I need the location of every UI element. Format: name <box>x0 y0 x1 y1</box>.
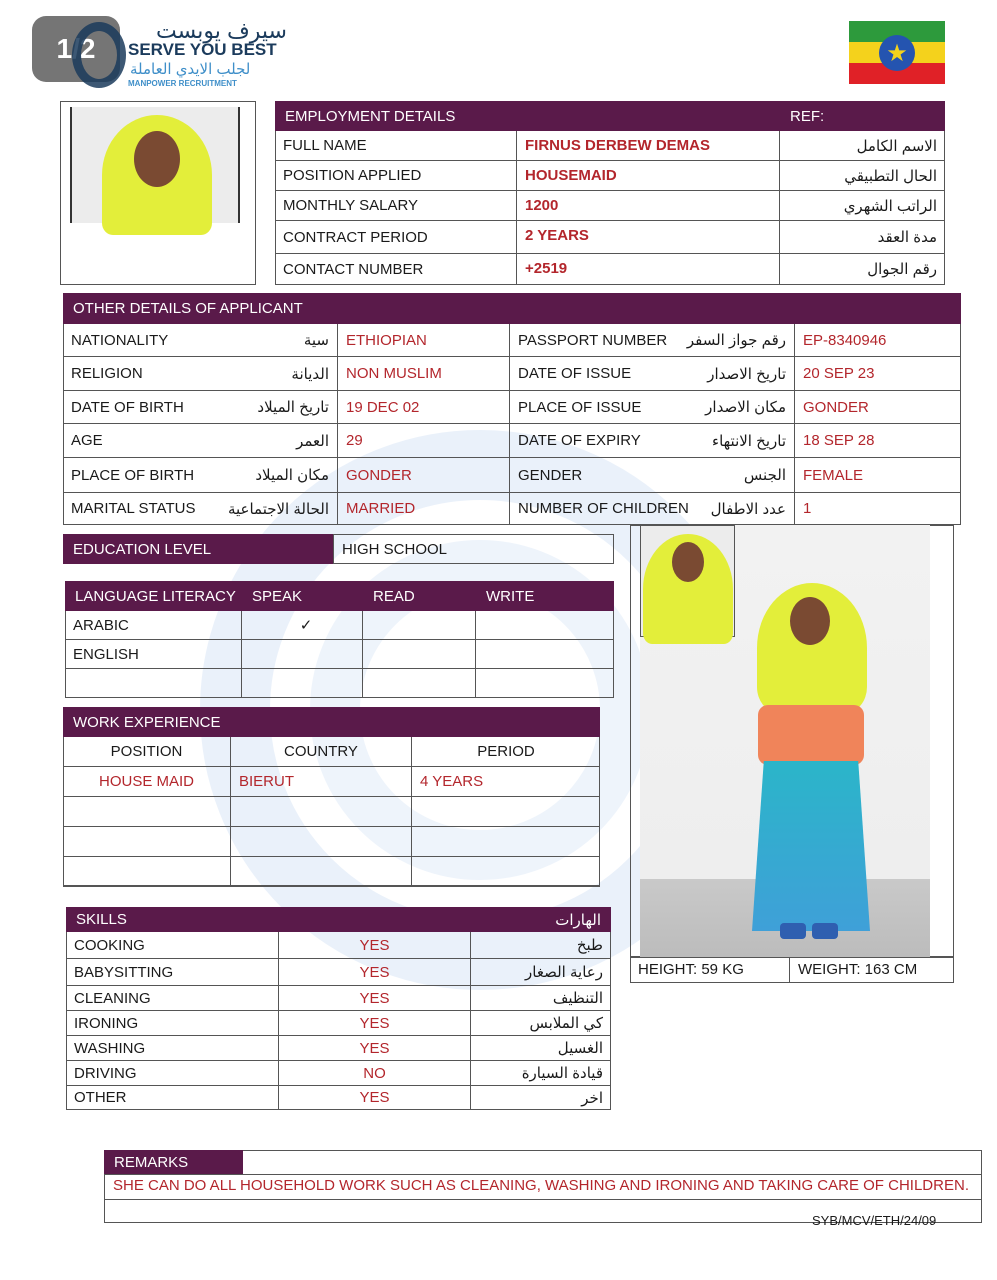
skill-name: CLEANING <box>66 986 279 1011</box>
skill-name: OTHER <box>66 1086 279 1110</box>
skill-name: BABYSITTING <box>66 959 279 986</box>
other-value: 19 DEC 02 <box>338 391 510 424</box>
skill-name-ar: كي الملابس <box>471 1011 611 1036</box>
other-value: 1 <box>795 493 961 525</box>
employment-value: 2 YEARS <box>517 221 780 254</box>
brand-name: SERVE YOU BEST <box>128 40 277 59</box>
other-label: NATIONALITY <box>63 324 243 357</box>
employment-ref: REF: <box>780 101 945 131</box>
other-value: ETHIOPIAN <box>338 324 510 357</box>
work-header: POSITION <box>63 737 231 767</box>
skills-title: SKILLS <box>66 907 368 932</box>
other-label-ar: عدد الاطفال <box>700 493 795 525</box>
work-cell: 4 YEARS <box>412 767 600 797</box>
work-cell <box>231 827 412 857</box>
language-cell: ENGLISH <box>65 640 242 669</box>
education-label: EDUCATION LEVEL <box>63 534 333 564</box>
skill-value: YES <box>279 1011 471 1036</box>
other-label-ar: تاريخ الاصدار <box>700 357 795 391</box>
weight-value: WEIGHT: 163 CM <box>790 957 954 983</box>
skill-value: YES <box>279 932 471 959</box>
other-details-title-right <box>510 293 961 324</box>
page-counter-text: 1/2 <box>56 33 96 64</box>
other-value: 29 <box>338 424 510 458</box>
other-label: RELIGION <box>63 357 243 391</box>
skill-value: YES <box>279 959 471 986</box>
other-label-ar: سية <box>230 324 338 357</box>
other-label-ar: رقم جواز السفر <box>700 324 795 357</box>
language-cell <box>476 640 614 669</box>
work-cell <box>412 827 600 857</box>
employment-value: HOUSEMAID <box>517 161 780 191</box>
other-value: GONDER <box>338 458 510 493</box>
language-cell <box>65 669 242 698</box>
other-label-ar: مكان الاصدار <box>700 391 795 424</box>
employment-value: FIRNUS DERBEW DEMAS <box>517 131 780 161</box>
language-cell <box>476 669 614 698</box>
other-label: PLACE OF BIRTH <box>63 458 243 493</box>
work-header: COUNTRY <box>231 737 412 767</box>
skills-title-ar: الهارات <box>368 907 611 932</box>
skill-name-ar: طبخ <box>471 932 611 959</box>
skill-name: DRIVING <box>66 1061 279 1086</box>
employment-label-ar: الحال التطبيقي <box>780 161 945 191</box>
other-value: 18 SEP 28 <box>795 424 961 458</box>
other-label-ar: العمر <box>230 424 338 458</box>
other-label: PLACE OF ISSUE <box>510 391 700 424</box>
footer-code: SYB/MCV/ETH/24/09 <box>812 1213 937 1228</box>
other-label: AGE <box>63 424 243 458</box>
brand-logo-icon <box>72 22 126 88</box>
portrait-photo <box>70 107 240 223</box>
language-cell <box>476 611 614 640</box>
other-value: 20 SEP 23 <box>795 357 961 391</box>
other-label: GENDER <box>510 458 700 493</box>
education-value: HIGH SCHOOL <box>342 540 448 558</box>
other-label-ar: الجنس <box>700 458 795 493</box>
skill-name: WASHING <box>66 1036 279 1061</box>
remarks-line-2 <box>104 1199 982 1200</box>
skill-name: IRONING <box>66 1011 279 1036</box>
other-details-title: OTHER DETAILS OF APPLICANT <box>63 293 510 324</box>
skill-value: YES <box>279 986 471 1011</box>
work-experience-title: WORK EXPERIENCE <box>63 707 600 737</box>
language-header: LANGUAGE LITERACY <box>65 581 242 611</box>
other-value: NON MUSLIM <box>338 357 510 391</box>
skill-name: COOKING <box>66 932 279 959</box>
other-label-ar: الديانة <box>230 357 338 391</box>
work-cell: BIERUT <box>231 767 412 797</box>
language-header: SPEAK <box>242 581 363 611</box>
employment-value: 1200 <box>517 191 780 221</box>
other-value: EP-8340946 <box>795 324 961 357</box>
height-value: HEIGHT: 59 KG <box>630 957 790 983</box>
language-header: WRITE <box>476 581 614 611</box>
other-label: PASSPORT NUMBER <box>510 324 700 357</box>
remarks-line <box>104 1174 982 1175</box>
employment-title: EMPLOYMENT DETAILS <box>275 101 780 131</box>
remarks-title: REMARKS <box>104 1150 243 1174</box>
work-cell: HOUSE MAID <box>63 767 231 797</box>
language-cell <box>363 640 476 669</box>
employment-label: POSITION APPLIED <box>275 161 517 191</box>
language-cell <box>242 669 363 698</box>
skill-name-ar: رعاية الصغار <box>471 959 611 986</box>
employment-label-ar: مدة العقد <box>780 221 945 254</box>
other-label-ar: مكان الميلاد <box>230 458 338 493</box>
language-header: READ <box>363 581 476 611</box>
brand-tagline-ar: لجلب الايدي العاملة <box>130 61 251 78</box>
employment-label: MONTHLY SALARY <box>275 191 517 221</box>
brand-arabic: سيرف يوبست <box>156 18 287 43</box>
employment-label: CONTRACT PERIOD <box>275 221 517 254</box>
remarks-text: SHE CAN DO ALL HOUSEHOLD WORK SUCH AS CLEANING, WASHING AND IRONING AND TAKING CARE OF CHILDREN. <box>113 1177 969 1194</box>
other-label-ar: تاريخ الميلاد <box>230 391 338 424</box>
skill-name-ar: اخر <box>471 1086 611 1110</box>
skill-name-ar: قيادة السيارة <box>471 1061 611 1086</box>
skill-value: YES <box>279 1086 471 1110</box>
other-label: DATE OF ISSUE <box>510 357 700 391</box>
skill-name-ar: التنظيف <box>471 986 611 1011</box>
other-value: FEMALE <box>795 458 961 493</box>
other-label: DATE OF BIRTH <box>63 391 243 424</box>
language-cell: ARABIC <box>65 611 242 640</box>
other-label-ar: تاريخ الانتهاء <box>700 424 795 458</box>
work-cell <box>63 857 231 887</box>
employment-label: FULL NAME <box>275 131 517 161</box>
work-cell <box>231 797 412 827</box>
other-value: MARRIED <box>338 493 510 525</box>
employment-label-ar: رقم الجوال <box>780 254 945 285</box>
education-value-box <box>333 534 614 564</box>
employment-value: +2519 <box>517 254 780 285</box>
other-label: DATE OF EXPIRY <box>510 424 700 458</box>
skill-value: NO <box>279 1061 471 1086</box>
other-label: NUMBER OF CHILDREN <box>510 493 700 525</box>
brand-tagline-en: MANPOWER RECRUITMENT <box>128 79 237 88</box>
inset-portrait-photo <box>640 525 735 637</box>
other-label: MARITAL STATUS <box>63 493 243 525</box>
language-cell: ✓ <box>242 611 363 640</box>
work-cell <box>412 857 600 887</box>
employment-label: CONTACT NUMBER <box>275 254 517 285</box>
work-cell <box>231 857 412 887</box>
work-cell <box>63 797 231 827</box>
work-cell <box>63 827 231 857</box>
work-header: PERIOD <box>412 737 600 767</box>
language-cell <box>242 640 363 669</box>
other-value: GONDER <box>795 391 961 424</box>
employment-label-ar: الاسم الكامل <box>780 131 945 161</box>
ethiopia-flag-icon: ★ <box>849 21 945 84</box>
language-cell <box>363 611 476 640</box>
language-cell <box>363 669 476 698</box>
work-cell <box>412 797 600 827</box>
skill-name-ar: الغسيل <box>471 1036 611 1061</box>
employment-label-ar: الراتب الشهري <box>780 191 945 221</box>
skill-value: YES <box>279 1036 471 1061</box>
other-label-ar: الحالة الاجتماعية <box>230 493 338 525</box>
